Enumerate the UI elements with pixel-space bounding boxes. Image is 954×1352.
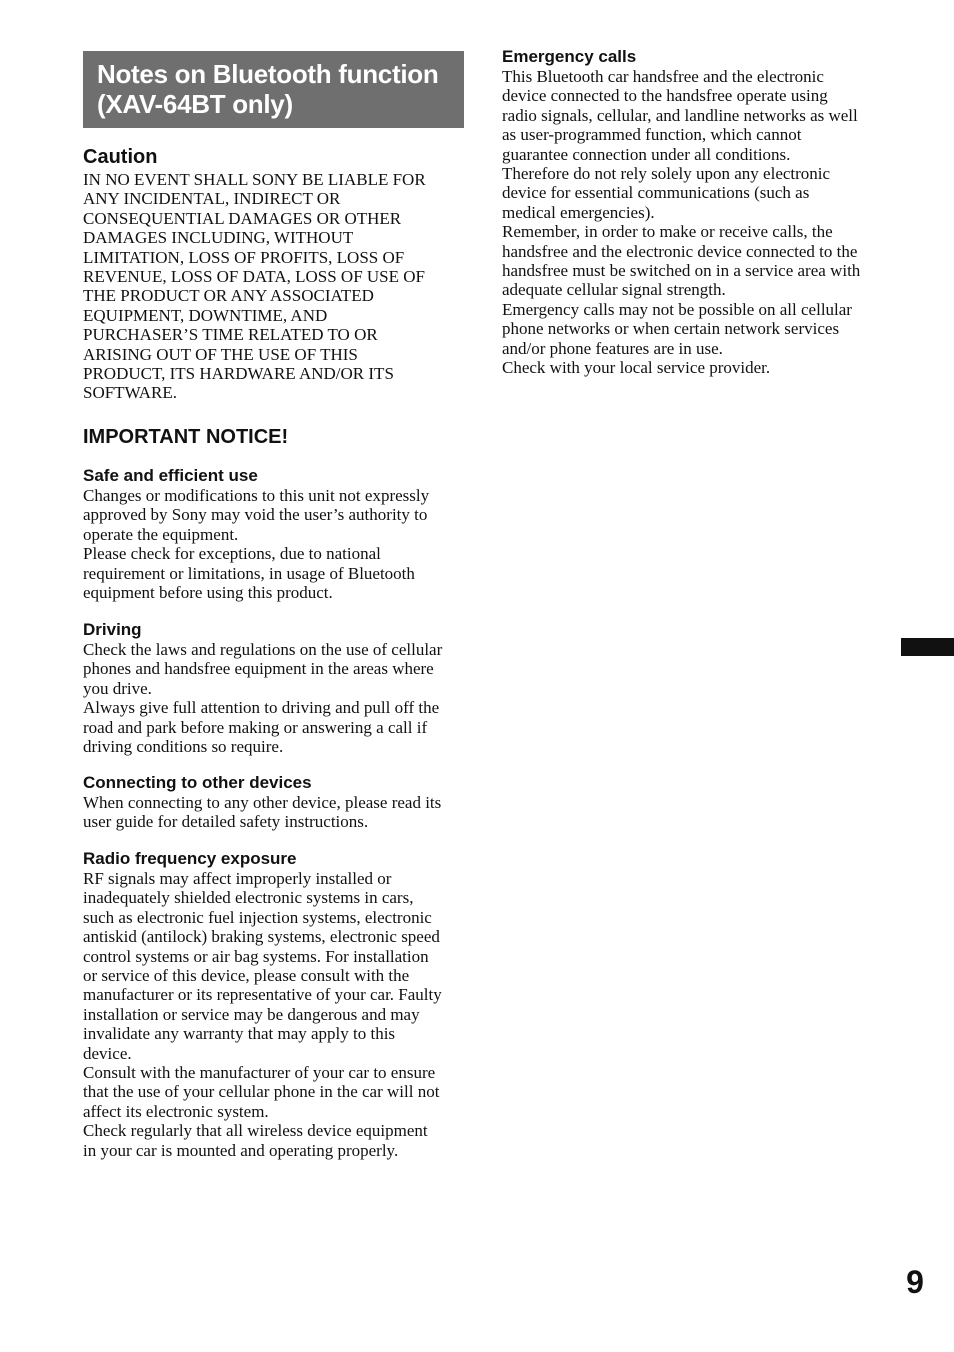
text-line: EQUIPMENT, DOWNTIME, AND xyxy=(83,305,328,325)
text-line: PURCHASER’S TIME RELATED TO OR xyxy=(83,325,378,345)
text-line: Please check for exceptions, due to national xyxy=(83,544,381,564)
text-line: control systems or air bag systems. For installation xyxy=(83,946,429,966)
emergency-section xyxy=(502,47,892,378)
text-line: medical emergencies). xyxy=(502,202,655,222)
page-number: 9 xyxy=(906,1264,924,1300)
caution-body xyxy=(83,170,464,403)
text-line: handsfree must be switched on in a service area with xyxy=(502,261,861,281)
text-line: affect its electronic system. xyxy=(83,1101,269,1121)
text-line: CONSEQUENTIAL DAMAGES OR OTHER xyxy=(83,208,402,228)
radio-section xyxy=(83,849,464,1160)
text-line: LIMITATION, LOSS OF PROFITS, LOSS OF xyxy=(83,247,405,267)
text-line: device connected to the handsfree operate using xyxy=(502,86,828,106)
important-notice-heading: IMPORTANT NOTICE! xyxy=(83,426,289,448)
text-line: or service of this device, please consult with the xyxy=(83,966,410,986)
section-title-line: Notes on Bluetooth function xyxy=(97,59,439,89)
text-line: inadequately shielded electronic systems in cars, xyxy=(83,888,414,908)
text-line: ANY INCIDENTAL, INDIRECT OR xyxy=(83,189,341,209)
text-line: Remember, in order to make or receive calls, the xyxy=(502,222,833,242)
text-line: DAMAGES INCLUDING, WITHOUT xyxy=(83,228,354,248)
driving-section xyxy=(83,620,464,756)
text-line: guarantee connection under all conditions. xyxy=(502,144,791,164)
text-line: that the use of your cellular phone in the car will not xyxy=(83,1082,440,1102)
text-line: invalidate any warranty that may apply to this xyxy=(83,1024,396,1044)
text-line: REVENUE, LOSS OF DATA, LOSS OF USE OF xyxy=(83,267,425,287)
radio-body xyxy=(83,869,464,1160)
text-line: Therefore do not rely solely upon any electronic xyxy=(502,164,831,184)
text-line: equipment before using this product. xyxy=(83,583,333,603)
text-line: and/or phone features are in use. xyxy=(502,338,723,358)
text-line: This Bluetooth car handsfree and the electronic xyxy=(502,67,824,86)
safe-use-section xyxy=(83,466,464,602)
connecting-heading: Connecting to other devices xyxy=(83,773,312,792)
text-line: Emergency calls may not be possible on all cellular xyxy=(502,299,852,319)
text-line: approved by Sony may void the user’s authority to xyxy=(83,505,428,525)
text-line: adequate cellular signal strength. xyxy=(502,280,726,300)
emergency-body xyxy=(502,67,892,378)
section-title-banner xyxy=(83,51,464,128)
radio-heading: Radio frequency exposure xyxy=(83,849,297,868)
text-line: as user-programmed function, which cannot xyxy=(502,125,802,145)
text-line: requirement or limitations, in usage of Bluetooth xyxy=(83,563,415,583)
text-line: ARISING OUT OF THE USE OF THIS xyxy=(83,344,358,364)
driving-heading: Driving xyxy=(83,620,142,639)
text-line: user guide for detailed safety instructions. xyxy=(83,812,369,832)
caution-section xyxy=(83,145,464,403)
connecting-body xyxy=(83,793,464,832)
text-line: device. xyxy=(83,1043,132,1063)
text-line: phone networks or when certain network services xyxy=(502,319,840,339)
text-line: When connecting to any other device, please read its xyxy=(83,793,442,812)
text-line: phones and handsfree equipment in the areas where xyxy=(83,659,434,679)
emergency-heading: Emergency calls xyxy=(502,47,637,66)
text-line: Consult with the manufacturer of your car to ensure xyxy=(83,1063,436,1083)
text-line: installation or service may be dangerous and may xyxy=(83,1004,420,1024)
text-line: Always give full attention to driving and pull off the xyxy=(83,698,440,718)
section-title-line: (XAV-64BT only) xyxy=(97,89,293,119)
section-title xyxy=(97,59,450,119)
connecting-section xyxy=(83,773,464,832)
text-line: Check regularly that all wireless device equipment xyxy=(83,1121,428,1141)
text-line: handsfree and the electronic device connected to the xyxy=(502,241,858,261)
text-line: driving conditions so require. xyxy=(83,737,284,757)
text-line: Check the laws and regulations on the use of cellular xyxy=(83,640,443,659)
text-line: Check with your local service provider. xyxy=(502,358,771,378)
text-line: RF signals may affect improperly installed or xyxy=(83,869,392,888)
text-line: device for essential communications (such as xyxy=(502,183,810,203)
safe-use-body xyxy=(83,486,464,602)
text-line: in your car is mounted and operating properly. xyxy=(83,1140,399,1160)
text-line: PRODUCT, ITS HARDWARE AND/OR ITS xyxy=(83,364,394,384)
caution-heading: Caution xyxy=(83,146,158,168)
text-line: such as electronic fuel injection systems, electronic xyxy=(83,907,432,927)
text-line: you drive. xyxy=(83,678,152,698)
driving-body xyxy=(83,640,464,756)
text-line: operate the equipment. xyxy=(83,524,239,544)
safe-use-heading: Safe and efficient use xyxy=(83,466,258,485)
text-line: radio signals, cellular, and landline networks as well xyxy=(502,105,858,125)
text-line: SOFTWARE. xyxy=(83,383,177,403)
text-line: Changes or modifications to this unit not expressly xyxy=(83,486,430,505)
side-index-tab xyxy=(901,638,954,656)
text-line: THE PRODUCT OR ANY ASSOCIATED xyxy=(83,286,374,306)
text-line: antiskid (antilock) braking systems, electronic speed xyxy=(83,927,440,947)
text-line: IN NO EVENT SHALL SONY BE LIABLE FOR xyxy=(83,170,426,189)
text-line: manufacturer or its representative of your car. Faulty xyxy=(83,985,442,1005)
text-line: road and park before making or answering a call if xyxy=(83,717,428,737)
important-notice-section xyxy=(83,425,464,449)
